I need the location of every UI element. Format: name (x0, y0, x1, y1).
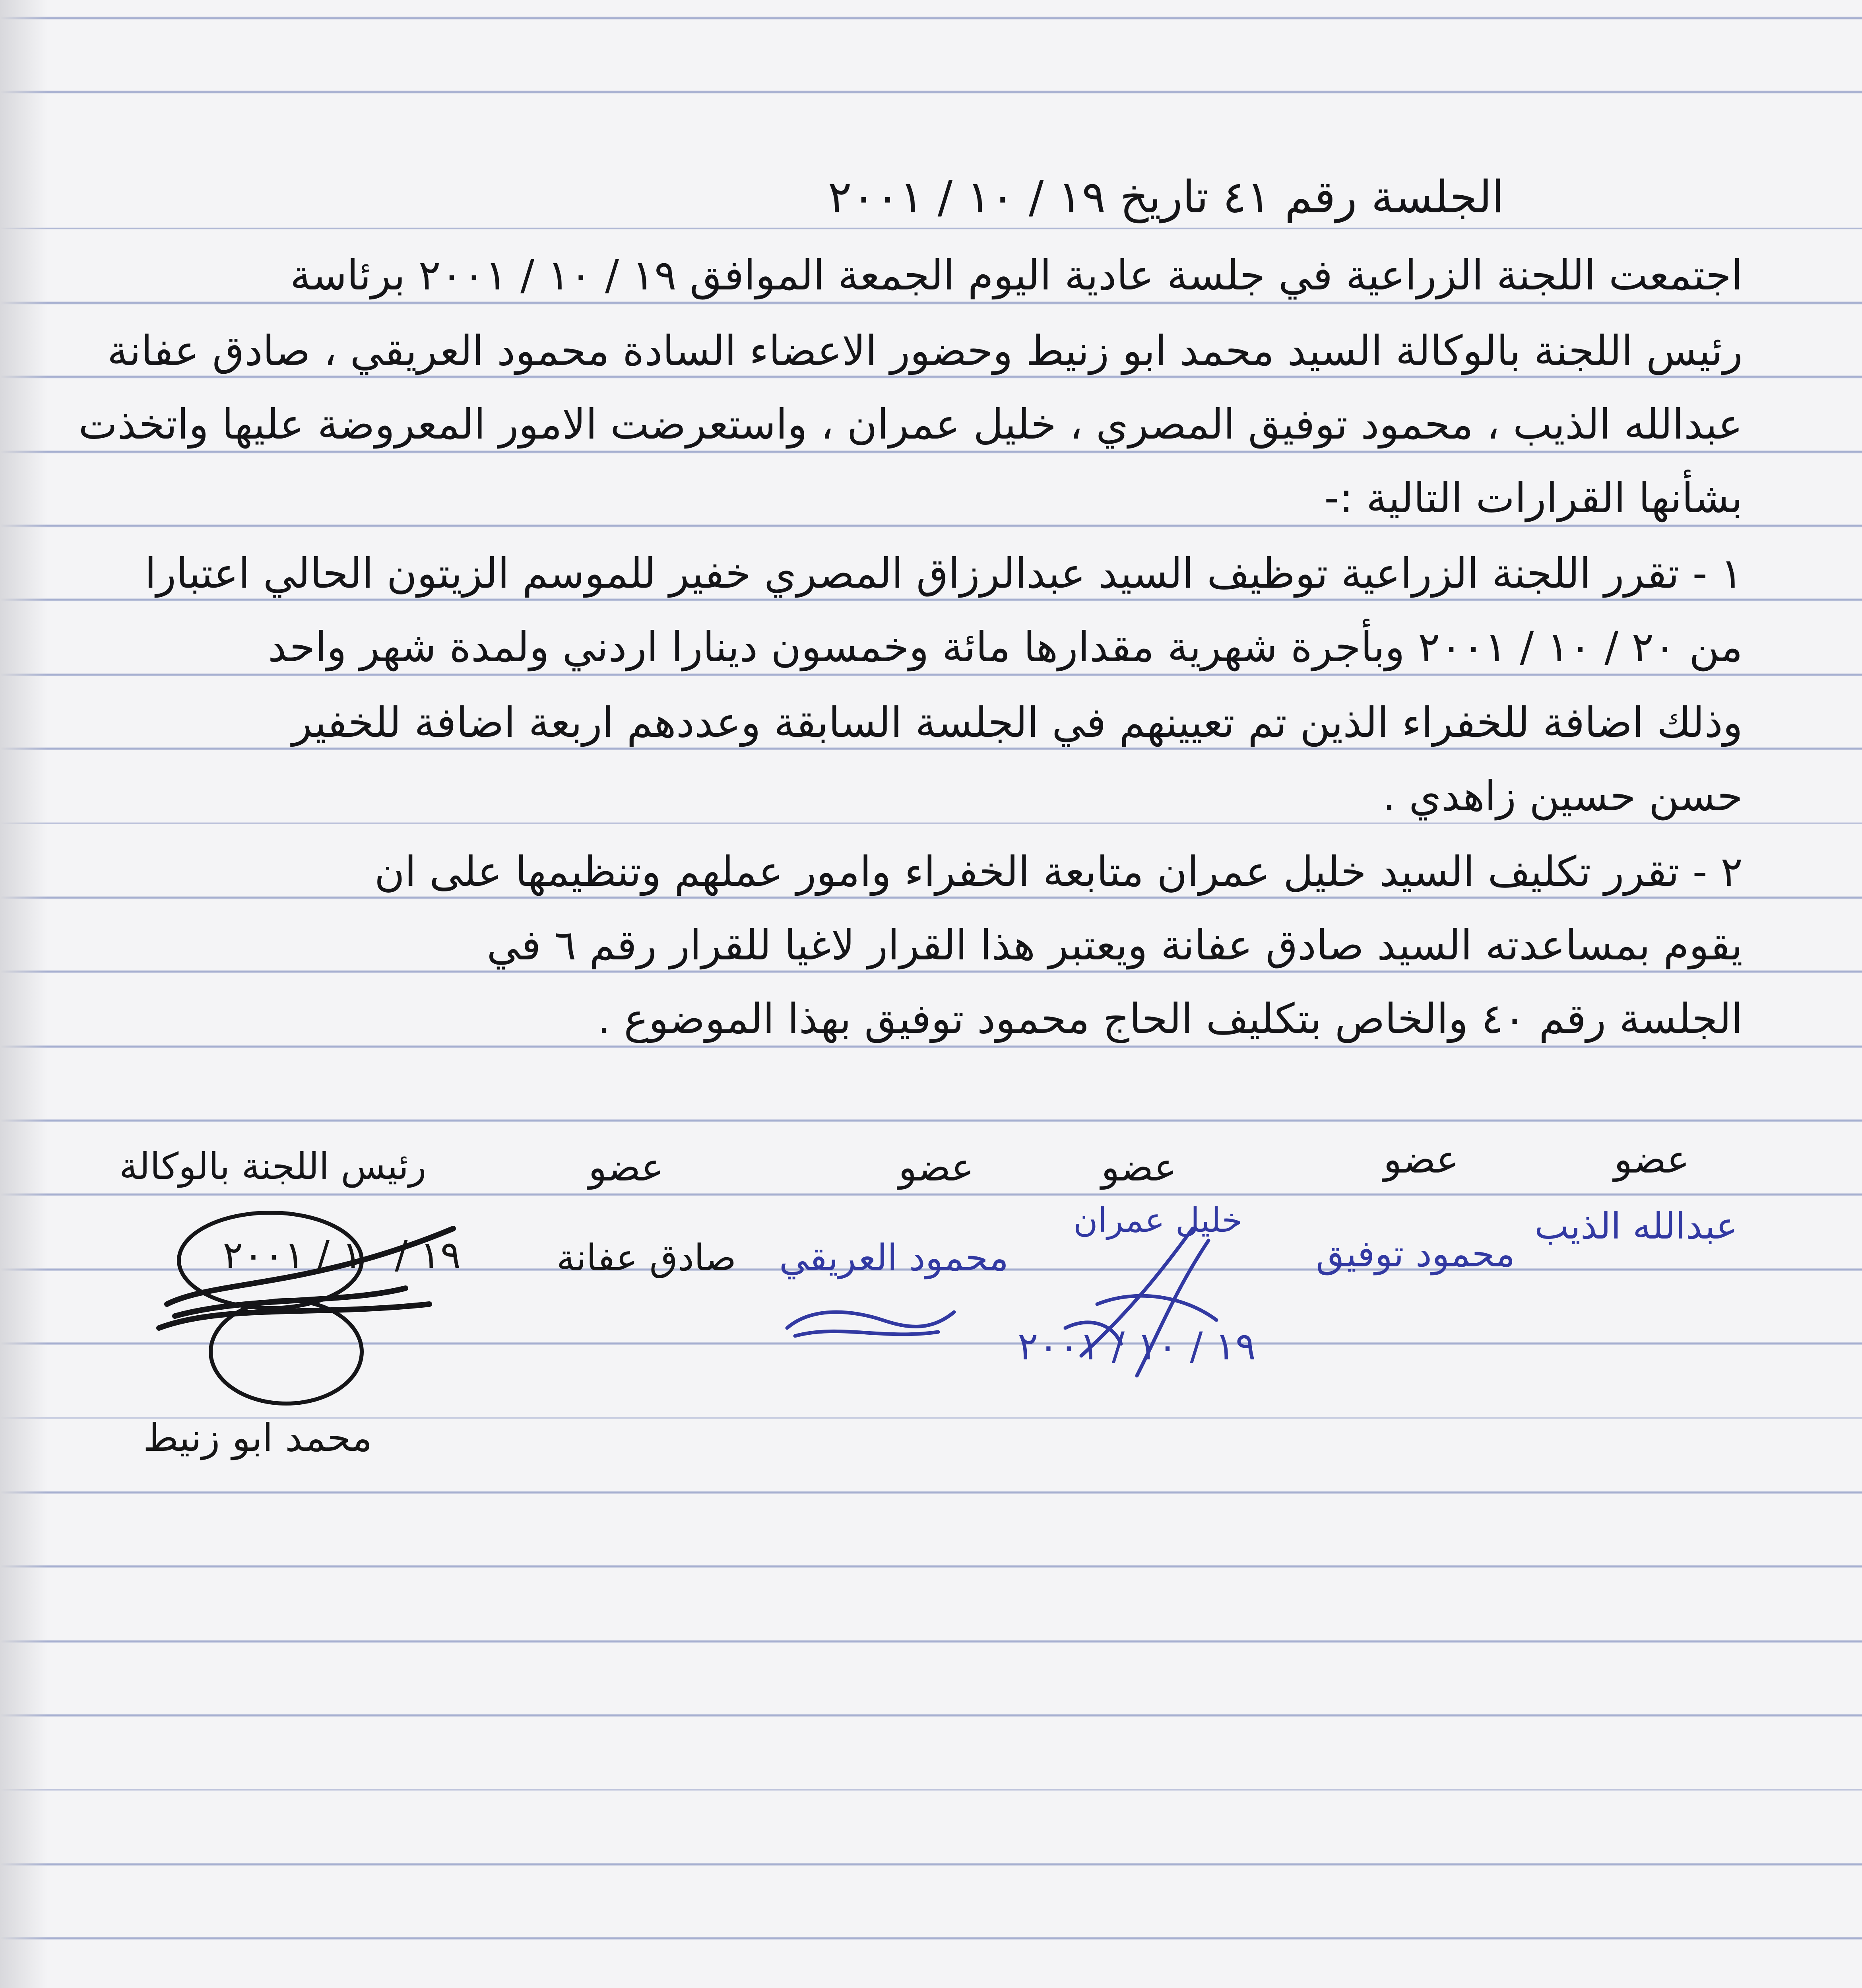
body-line-1: اجتمعت اللجنة الزراعية في جلسة عادية اليوم الجمعة الموافق ١٩ / ١٠ / ٢٠٠١ برئاسة (290, 251, 1743, 299)
session-title: الجلسة رقم ٤١ تاريخ ١٩ / ١٠ / ٢٠٠١ (828, 171, 1504, 223)
chair-stamp-date: ١٩ / ١٠ / ٢٠٠١ (223, 1233, 461, 1277)
body-line-8: حسن حسين زاهدي . (1382, 772, 1743, 820)
member-name-3: خليل عمران (1073, 1201, 1243, 1240)
body-line-6: من ٢٠ / ١٠ / ٢٠٠١ وبأجرة شهرية مقدارها مائة وخمسون دينارا اردني ولمدة شهر واحد (268, 623, 1743, 671)
member-name-2: محمود توفيق (1316, 1233, 1515, 1275)
member-name-4: محمود العريقي (779, 1237, 1009, 1279)
body-line-7: وذلك اضافة للخفراء الذين تم تعيينهم في الجلسة السابقة وعددهم اربعة اضافة للخفير (292, 698, 1743, 747)
body-line-5: ١ - تقرر اللجنة الزراعية توظيف السيد عبدالرزاق المصري خفير للموسم الزيتون الحالي اعتبارا (145, 549, 1743, 598)
member-label-2: عضو (1383, 1137, 1459, 1182)
chair-signature-stroke (119, 1185, 477, 1443)
body-line-11: الجلسة رقم ٤٠ والخاص بتكليف الحاج محمود توفيق بهذا الموضوع . (597, 994, 1743, 1043)
body-line-3: عبدالله الذيب ، محمود توفيق المصري ، خليل عمران ، واستعرضت الامور المعروضة عليها واتخذت (78, 400, 1743, 448)
member-label-1: عضو (1614, 1137, 1690, 1182)
chair-label: رئيس اللجنة بالوكالة (119, 1145, 427, 1188)
member-date-3: ١٩ / ١٠ / ٢٠٠١ (1018, 1324, 1256, 1369)
chair-name: محمد ابو زنيط (143, 1415, 372, 1460)
body-line-4: بشأنها القرارات التالية :- (1324, 474, 1743, 522)
member-label-3: عضو (1101, 1145, 1177, 1190)
member-name-1: عبدالله الذيب (1534, 1205, 1738, 1247)
body-line-9: ٢ - تقرر تكليف السيد خليل عمران متابعة الخفراء وامور عملهم وتنظيمها على ان (374, 847, 1743, 896)
member-label-4: عضو (898, 1145, 974, 1190)
body-line-2: رئيس اللجنة بالوكالة السيد محمد ابو زنيط وحضور الاعضاء السادة محمود العريقي ، صادق عفانة (107, 326, 1743, 375)
member-label-5: عضو (588, 1145, 664, 1190)
member-name-5: صادق عفانة (557, 1237, 737, 1279)
signature-scribble-4 (779, 1296, 962, 1352)
body-line-10: يقوم بمساعدته السيد صادق عفانة ويعتبر هذا القرار لاغيا للقرار رقم ٦ في (487, 921, 1743, 969)
